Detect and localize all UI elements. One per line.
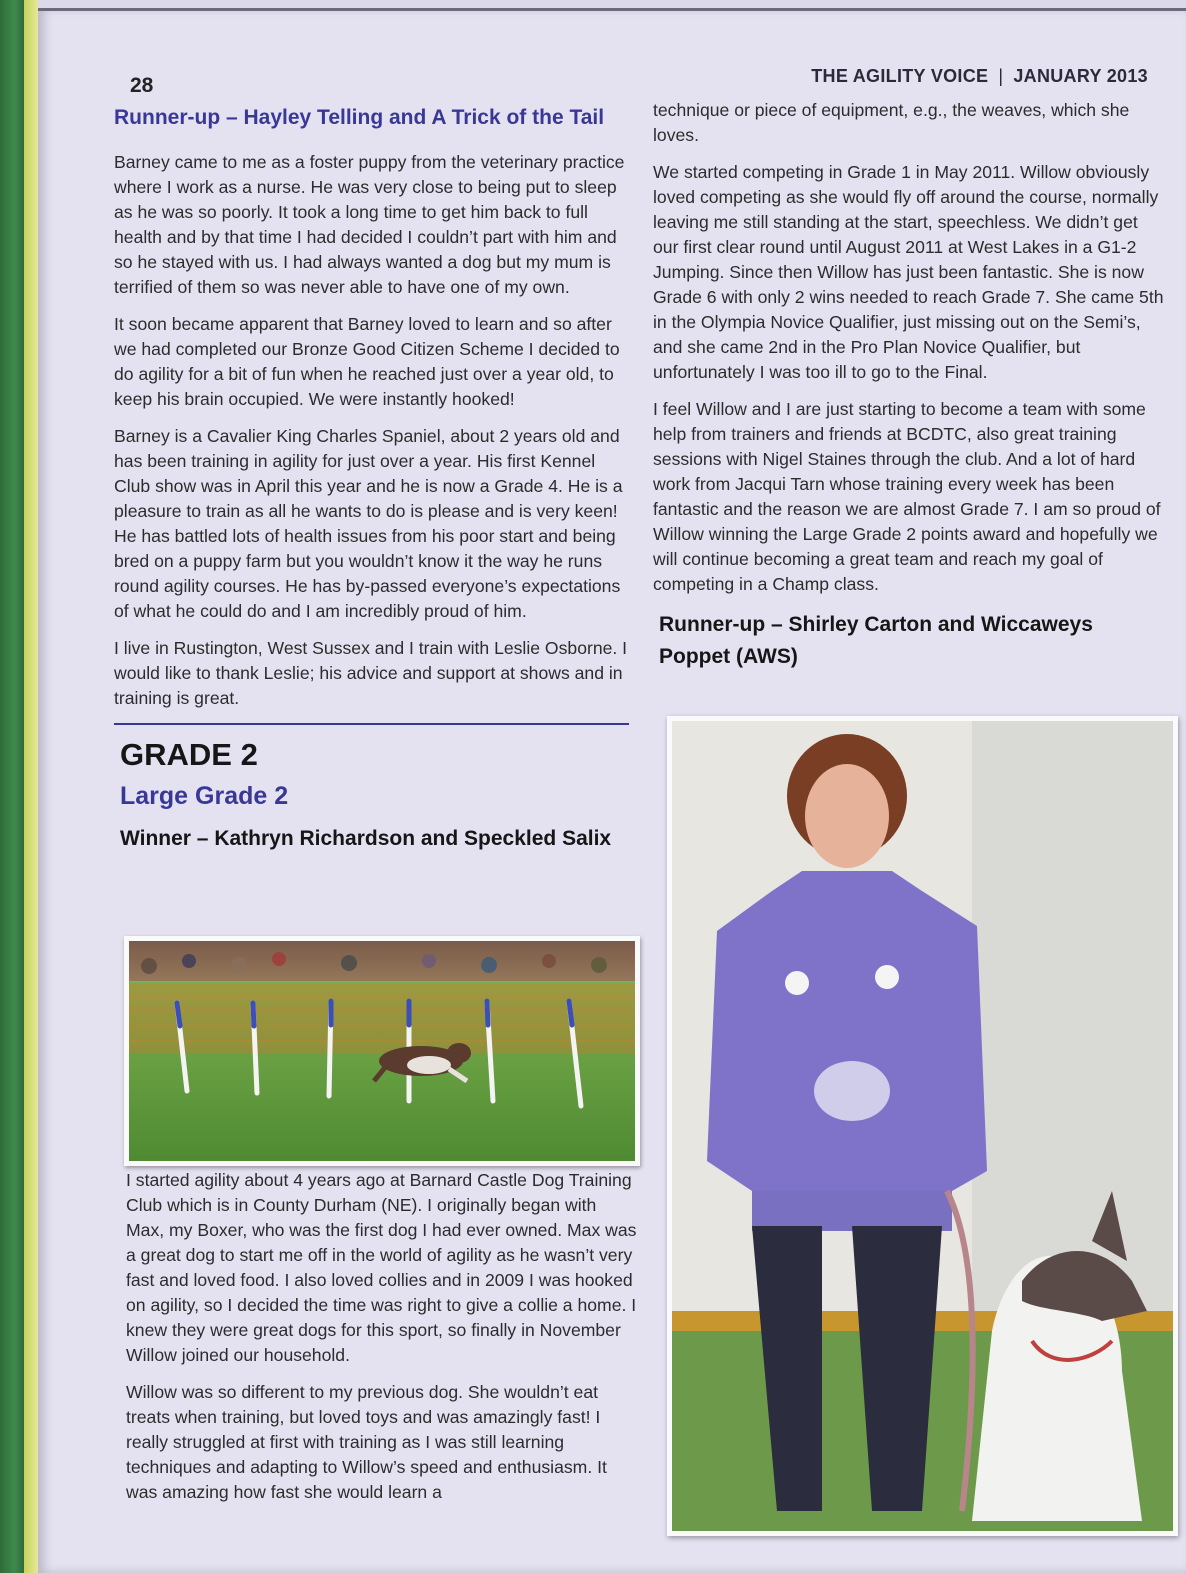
page-top-border <box>38 8 1186 11</box>
section-title: GRADE 2 <box>120 737 258 772</box>
handler-with-dog-photo <box>667 716 1178 1536</box>
paragraph: Barney is a Cavalier King Charles Spaniel, about 2 years old and has been training in agility for just over a year. His first Kennel Club show was in April this year and he is now a Grade 4. He is a pleasure to train as all he wants to do is please and is very keen! He has battled lots of health issues from his poor start and being bred on a puppy farm but you wouldn’t know it the way he runs round agility courses. He has by-passed everyone’s expectations of what he could do and I am incredibly proud of him. <box>114 426 623 621</box>
paragraph: Barney came to me as a foster puppy from the veterinary practice where I work as a nurse. He was very close to being put to sleep as he was so poorly. It took a long time to get him back to full health and by that time I had decided I couldn’t part with him and so he stayed with us. I had always wanted a dog but my mum is terrified of them so was never able to have one of my own. <box>114 152 625 297</box>
right-column <box>653 98 1168 673</box>
paragraph: I started agility about 4 years ago at Barnard Castle Dog Training Club which is in County Durham (NE). I originally began with Max, my Boxer, who was the first dog I had ever owned. Max was a great dog to start me off in the world of agility as he wasn’t very fast and loved food. I also loved collies and in 2009 I was hooked on agility, so I decided the time was right to give a collie a home. I knew they were great dogs for this sport, so finally in November Willow joined our household. <box>126 1170 637 1365</box>
orange-fence <box>129 983 635 1053</box>
header-separator: | <box>998 66 1004 86</box>
winner-heading: Winner – Kathryn Richardson and Speckled Salix <box>120 827 612 850</box>
section-subtitle: Large Grade 2 <box>120 782 289 810</box>
article-heading: Runner-up – Hayley Telling and A Trick of the Tail <box>114 106 605 129</box>
left-column-continued <box>126 1168 638 1517</box>
paragraph: technique or piece of equipment, e.g., the weaves, which she loves. <box>653 100 1130 145</box>
glass-bowl <box>814 1061 890 1121</box>
paragraph: We started competing in Grade 1 in May 2011. Willow obviously loved competing as she would fly off around the course, normally leaving me still standing at the start, speechless. We didn’t get our first clear round until August 2011 at West Lakes in a G1-2 Jumping. Since then Willow has just been fantastic. She is now Grade 6 with only 2 wins needed to reach Grade 7. She came 5th in the Olympia Novice Qualifier, just missing out on the Semi’s, and she came 2nd in the Pro Plan Novice Qualifier, but unfortunately I was too ill to go to the Final. <box>653 162 1164 382</box>
paragraph: Willow was so different to my previous dog. She wouldn’t eat treats when training, but loved toys and was amazingly fast! I really struggled at first with training as I was still learning techniques and adapting to Willow’s speed and enthusiasm. It was amazing how fast she would learn a <box>126 1382 607 1502</box>
issue-date: JANUARY 2013 <box>1013 66 1148 86</box>
binding-edge <box>24 0 38 1573</box>
page-number: 28 <box>130 74 154 97</box>
publication-name: THE AGILITY VOICE <box>811 66 989 86</box>
section-divider <box>114 723 629 725</box>
left-column <box>114 104 634 861</box>
paragraph: It soon became apparent that Barney loved to learn and so after we had completed our Bronze Good Citizen Scheme I decided to do agility for a bit of fun when he reached just over a year old, to keep his brain occupied. We were instantly hooked! <box>114 314 620 409</box>
running-header <box>811 66 1148 87</box>
paragraph: I feel Willow and I are just starting to become a team with some help from trainers and friends at BCDTC, also great training sessions with Nigel Staines through the club. And a lot of hard work from Jacqui Tarn whose training every week has been fantastic and the reason we are almost Grade 7. I am so proud of Willow winning the Large Grade 2 points award and hopefully we will continue becoming a great team and reach my goal of competing in a Champ class. <box>653 399 1161 594</box>
paragraph: I live in Rustington, West Sussex and I train with Leslie Osborne. I would like to thank Leslie; his advice and support at shows and in training is great. <box>114 638 628 708</box>
runner-up-heading: Runner-up – Shirley Carton and Wiccaweys Poppet (AWS) <box>659 613 1093 668</box>
agility-weave-photo <box>124 936 640 1166</box>
binding-spine <box>0 0 24 1573</box>
